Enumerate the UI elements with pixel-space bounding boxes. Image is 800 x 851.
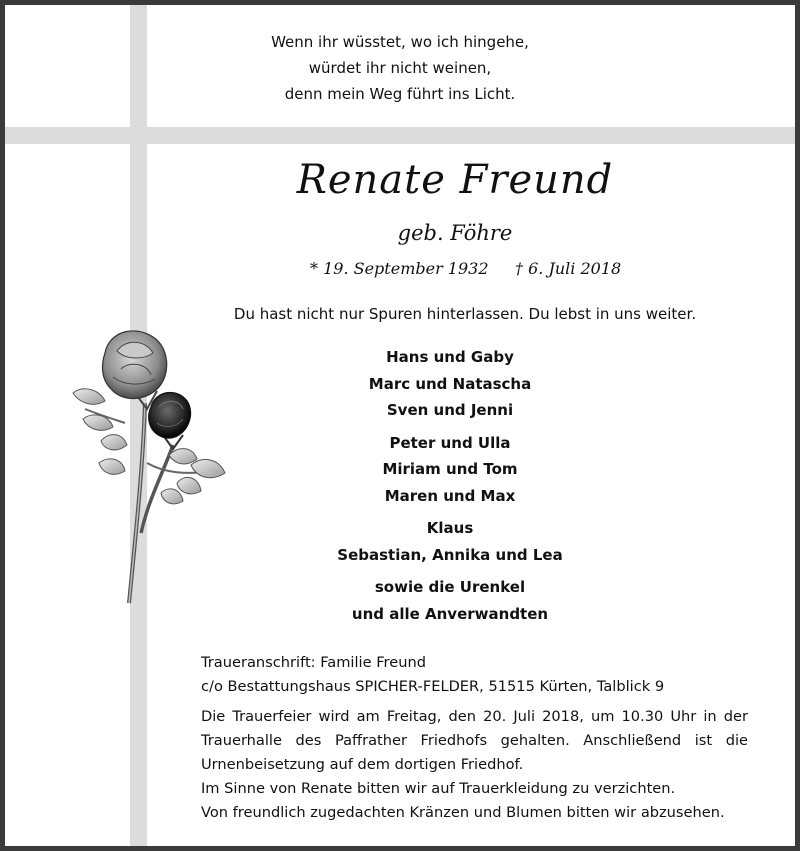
mourner-group: [260, 344, 640, 424]
birth-date: * 19. September 1932: [310, 259, 489, 278]
mourner-line: Marc und Natascha: [368, 374, 532, 393]
mourner-line: Miriam und Tom: [382, 460, 518, 478]
mourner-group: [260, 515, 640, 568]
mourner-line: Peter und Ulla: [389, 433, 511, 452]
motto-line: denn mein Weg führt ins Licht.: [284, 85, 516, 103]
death-date: † 6. Juli 2018: [515, 259, 622, 278]
motto-line: würdet ihr nicht weinen,: [308, 59, 492, 77]
mourner-line: Klaus: [426, 519, 474, 537]
mourning-address: Traueranschrift: Familie Freund: [201, 654, 426, 671]
clothing-note: Im Sinne von Renate bitten wir auf Trauerkleidung zu verzichten.: [201, 780, 676, 797]
mourners-list: [260, 344, 640, 633]
mourner-line: sowie die Urenkel: [374, 578, 526, 596]
mourner-line: Sebastian, Annika und Lea: [337, 545, 563, 564]
motto-line: Wenn ihr wüsstet, wo ich hingehe,: [271, 33, 529, 51]
mourning-address-detail: c/o Bestattungshaus SPICHER-FELDER, 51515 Kürten, Talblick 9: [201, 678, 665, 695]
mourner-line: Maren und Max: [384, 486, 516, 505]
mourner-group: [260, 430, 640, 510]
mourner-line: Sven und Jenni: [386, 401, 514, 419]
ceremony-details: Die Trauerfeier wird am Freitag, den 20. Juli 2018, um 10.30 Uhr in der Trauerhalle des Paffrather Friedhofs gehalten. Anschließend ist die Urnenbeisetzung auf dem dortigen Friedhof.: [201, 708, 748, 773]
flowers-note: Von freundlich zugedachten Kränzen und Blumen bitten wir abzusehen.: [201, 804, 725, 821]
tagline: Du hast nicht nur Spuren hinterlassen. Du lebst in uns weiter.: [233, 305, 697, 323]
deceased-name: Renate Freund: [296, 157, 614, 203]
funeral-information: [201, 651, 748, 825]
cross-horizontal-bar: [5, 127, 795, 144]
mourner-line: und alle Anverwandten: [351, 604, 549, 623]
mourner-group: [260, 574, 640, 627]
mourner-line: Hans und Gaby: [386, 348, 514, 366]
motto-verse: [205, 29, 595, 107]
rose-illustration: [65, 323, 235, 623]
birth-name: geb. Föhre: [397, 221, 513, 245]
